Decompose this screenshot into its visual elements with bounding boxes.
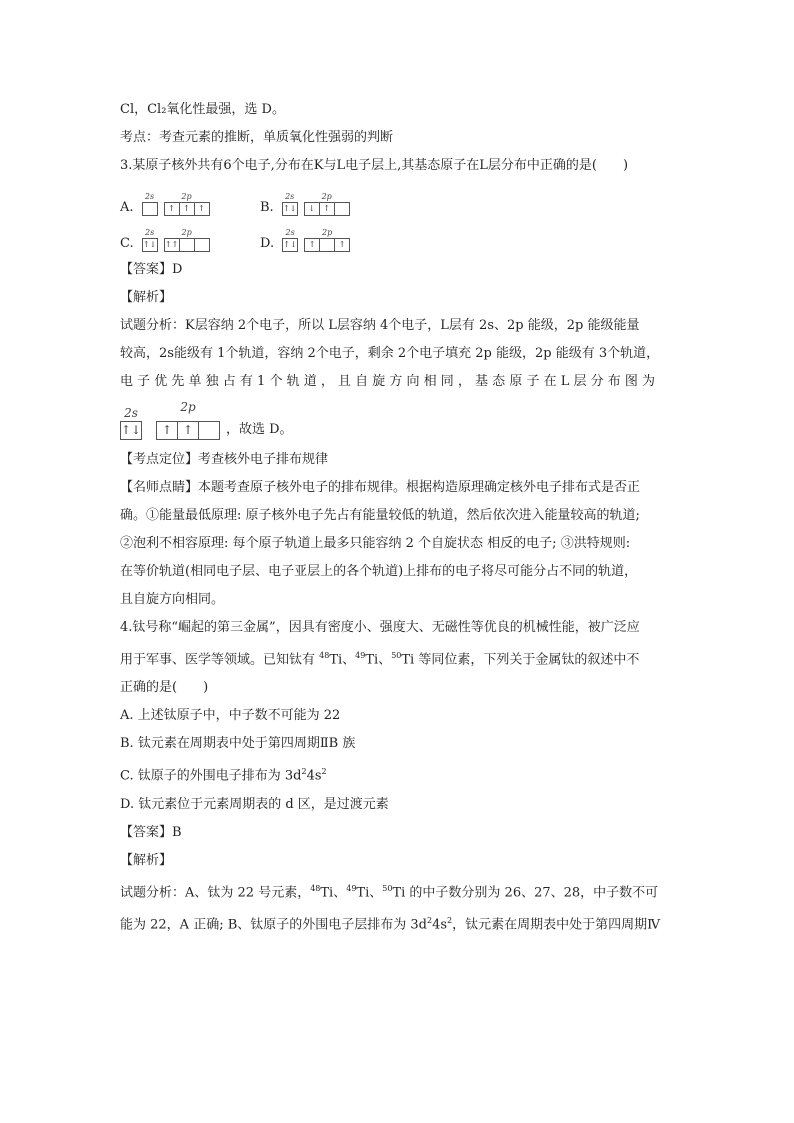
option-b [260, 192, 356, 216]
orbital-box: ↑ [161, 423, 173, 437]
question-4: 正确的是( ) [120, 680, 209, 696]
exponent: 2 [427, 915, 433, 925]
mass-number: 49 [346, 883, 357, 893]
orbital-2s [282, 192, 298, 216]
options-row-ab [120, 180, 680, 216]
orbital-2s [282, 228, 298, 252]
option-d [260, 228, 356, 252]
text-span: Ti 的中子数分别为 26、27、28，中子数不可 [392, 884, 659, 900]
orbital-box: ↑ [308, 240, 316, 249]
analysis-heading: 【解析】 [120, 852, 173, 868]
mass-number: 49 [355, 651, 366, 660]
orbital-box: ↑↓ [142, 240, 157, 249]
mingshi-text: 【名师点睛】本题考查原子核外电子的排布规律。根据构造原理确定核外电子排布式是否正 [120, 480, 641, 495]
orbital-box [319, 239, 334, 251]
orbital-box [194, 239, 209, 251]
analysis-text: ，故选 D。 [226, 422, 293, 437]
option-label: D. [260, 236, 275, 251]
orbital-label: 2p [181, 228, 192, 237]
text-span: ，钛元素在周期表中处于第四周期Ⅳ [452, 917, 661, 933]
exponent: 2 [321, 767, 327, 777]
orbital-box: ↑↓ [121, 423, 142, 437]
orbital-label: 2p [321, 192, 332, 201]
orbital-2s [142, 228, 158, 252]
exponent: 2 [301, 767, 307, 777]
text-span: 4s [306, 768, 322, 784]
option-a: A. 上述钛原子中，中子数不可能为 22 [120, 708, 341, 724]
orbital-box: ↑ [177, 422, 198, 439]
text-span: Ti、 [356, 884, 383, 900]
text-span: Ti、 [320, 884, 347, 900]
option-label: B. [260, 200, 274, 215]
option-d: D. 钛元素位于元素周期表的 d 区，是过渡元素 [120, 796, 389, 812]
orbital-box: ↑↓ [283, 240, 297, 249]
mingshi-text: ②泡利不相容原理: 每个原子轨道上最多只能容纳 2 个自旋状态 相反的电子; ③洪特规则: [120, 536, 631, 551]
analysis-text: 试题分析：K层容纳 2个电子，所以 L层容纳 4个电子，L层有 2s、2p 能级，2p 能级能量 [120, 318, 640, 333]
orbital-box [143, 203, 157, 215]
orbital-box: ↑ [179, 203, 194, 215]
answer: 【答案】B [120, 824, 182, 840]
orbital-2p [304, 192, 350, 216]
text-span: 能为 22，A 正确; B、钛原子的外围电子层排布为 3d [120, 917, 427, 933]
orbital-box: ↑ [168, 204, 175, 213]
mass-number: 50 [391, 651, 402, 660]
orbital-box: ↓ [308, 204, 316, 213]
orbital-label: 2s [144, 192, 155, 201]
question-4: 4.钛号称“崛起的第三金属”，因具有密度小、强度大、无磁性等优良的机械性能，被广泛应 [120, 620, 640, 635]
orbital-label: 2p [321, 228, 333, 237]
orbital-box: ↑↓ [282, 204, 297, 213]
orbital-box [334, 203, 349, 215]
option-a [120, 192, 260, 216]
analysis-text [120, 875, 680, 907]
orbital-box: ↑ [334, 239, 349, 251]
mass-number: 48 [319, 651, 330, 660]
question-3: 3.某原子核外共有6个电子,分布在K与L电子层上,其基态原子在L层分布中正确的是( ) [120, 158, 629, 173]
orbital-box [198, 422, 219, 439]
orbital-diagram-line [120, 396, 680, 440]
text-span: Ti 等同位素，下列关于金属钛的叙述中不 [401, 652, 640, 668]
document-page [120, 96, 680, 939]
kaodian: 【考点定位】考查核外电子排布规律 [120, 452, 329, 467]
orbital-2p [156, 399, 220, 440]
orbital-box: ↑ [319, 203, 334, 215]
text-span: 4s [432, 917, 448, 933]
analysis-text: 较高，2s能级有 1个轨道，容纳 2个电子，剩余 2个电子填充 2p 能级，2p 能级有 3个轨道， [120, 346, 660, 361]
option-c [120, 758, 680, 790]
mingshi-text: 且自旋方向相同。 [120, 592, 225, 607]
text-line: 考点：考查元素的推断，单质氧化性强弱的判断 [120, 130, 394, 145]
orbital-2p [164, 228, 210, 252]
exponent: 2 [447, 915, 453, 925]
mass-number: 48 [310, 883, 321, 893]
text-span: 试题分析：A、钛为 22 号元素， [120, 884, 311, 900]
mass-number: 50 [382, 883, 393, 893]
analysis-text: 电 子 优 先 单 独 占 有 1 个 轨 道 ， 且 自 旋 方 向 相 同 ， 基 态 原 子 在 L 层 分 布 图 为 [120, 374, 656, 389]
orbital-2s [142, 192, 158, 216]
options-row-cd [120, 216, 680, 252]
orbital-2s [120, 405, 142, 440]
orbital-box: ↑ [194, 203, 209, 215]
option-b: B. 钛元素在周期表中处于第四周期ⅡB 族 [120, 736, 356, 752]
question-4 [120, 642, 680, 674]
orbital-label: 2s [124, 406, 138, 420]
orbital-box [179, 239, 194, 251]
orbital-label: 2p [181, 192, 192, 201]
text-line: Cl，Cl₂氧化性最强，选 D。 [120, 102, 285, 117]
text-span: Ti、 [365, 652, 392, 668]
option-label: A. [120, 200, 134, 215]
orbital-box: ↑↑ [164, 240, 179, 249]
option-c [120, 228, 260, 252]
option-label: C. [120, 236, 134, 251]
mingshi-text: 确。①能量最低原理: 原子核外电子先占有能量较低的轨道，然后依次进入能量较高的轨道; [120, 508, 640, 523]
mingshi-text: 在等价轨道(相同电子层、电子亚层上的各个轨道)上排布的电子将尽可能分占不同的轨道， [120, 564, 638, 579]
orbital-label: 2s [145, 228, 155, 237]
text-span: Ti、 [329, 652, 356, 668]
orbital-2p [164, 192, 210, 216]
orbital-2p [304, 228, 350, 252]
text-span: 用于军事、医学等领域。已知钛有 [120, 652, 320, 668]
orbital-label: 2s [285, 228, 295, 237]
orbital-label: 2s [285, 192, 295, 201]
answer: 【答案】D [120, 262, 183, 277]
orbital-label: 2p [180, 400, 196, 414]
analysis-text [120, 907, 680, 939]
analysis-heading: 【解析】 [120, 290, 173, 305]
text-span: C. 钛原子的外围电子排布为 3d [120, 768, 302, 784]
